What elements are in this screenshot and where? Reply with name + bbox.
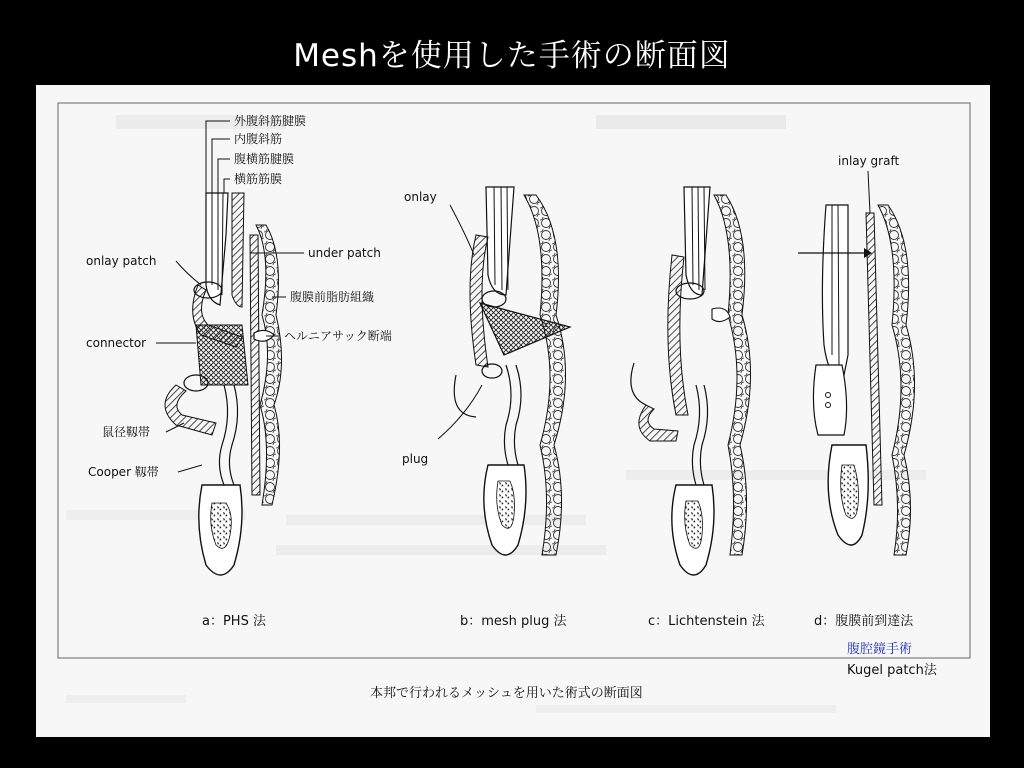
- label-preperitoneal-fat: 腹膜前脂肪組織: [290, 290, 375, 304]
- caption-c: c：Lichtenstein 法: [648, 614, 765, 629]
- label-onlay-patch: onlay patch: [86, 254, 157, 268]
- label-hernia-sac-stump: ヘルニアサック断端: [284, 329, 392, 343]
- diagram-b-mesh-plug: [454, 187, 570, 555]
- caption-a: a：PHS 法: [202, 614, 266, 629]
- note-laparoscopic: 腹腔鏡手術: [847, 642, 913, 657]
- caption-b: b：mesh plug 法: [460, 614, 567, 629]
- label-transversus-aponeurosis: 腹横筋腱膜: [234, 152, 295, 166]
- label-internal-oblique: 内腹斜筋: [234, 132, 283, 146]
- label-plug: plug: [402, 452, 429, 466]
- label-under-patch: under patch: [308, 246, 381, 260]
- label-external-oblique-aponeurosis: 外腹斜筋腱膜: [234, 114, 307, 128]
- label-inguinal-ligament: 鼠径靱帯: [102, 425, 151, 439]
- figure-caption: 本邦で行われるメッシュを用いた術式の断面図: [370, 686, 643, 701]
- slide-title: Meshを使用した手術の断面図: [293, 38, 731, 74]
- caption-d: d：腹膜前到達法: [814, 614, 914, 629]
- label-transversalis-fascia: 横筋筋膜: [234, 172, 283, 186]
- label-onlay: onlay: [404, 190, 437, 204]
- note-kugel-patch: Kugel patch法: [847, 663, 937, 678]
- label-inlay-graft: inlay graft: [838, 154, 900, 168]
- diagram-c-lichtenstein: [631, 187, 751, 575]
- label-cooper-ligament: Cooper 靱帯: [88, 465, 159, 479]
- diagram-d-preperitoneal: [798, 205, 915, 555]
- label-connector: connector: [86, 336, 147, 350]
